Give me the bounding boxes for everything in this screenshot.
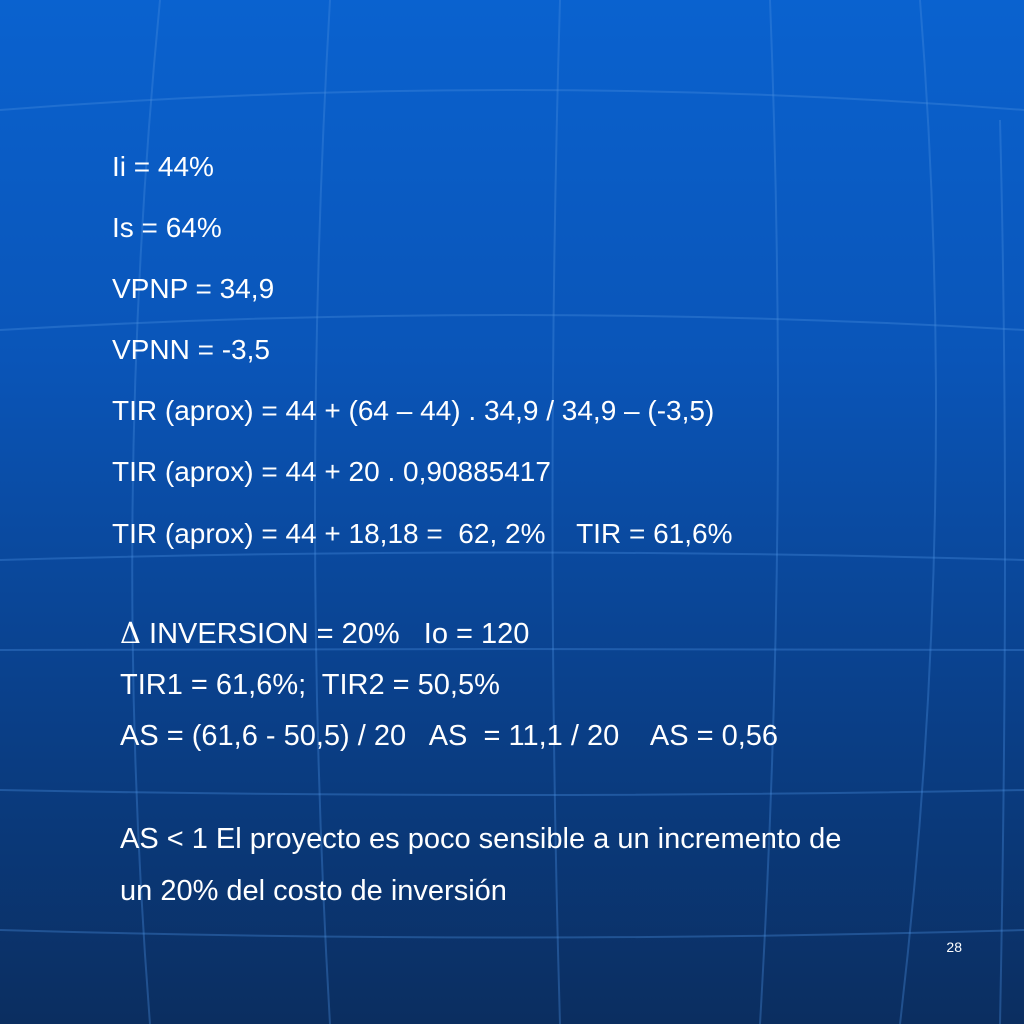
text-tir-result: TIR (aprox) = 44 + 18,18 = 62, 2% TIR = 61,6% [112,518,733,549]
text-as-calc: AS = (61,6 - 50,5) / 20 AS = 11,1 / 20 AS = 0,56 [120,720,779,752]
text-tir-values: TIR1 = 61,6%; TIR2 = 50,5% [120,669,500,701]
text-vpnp: VPNP = 34,9 [112,273,275,304]
text-conclusion-2: un 20% del costo de inversión [120,875,507,907]
text-conclusion-1: AS < 1 El proyecto es poco sensible a un incremento de [120,823,842,855]
text-vpnn: VPNN = -3,5 [112,334,270,365]
text-inversion [120,616,529,651]
text-is: Is = 64% [112,212,222,243]
delta-symbol: Δ [120,616,141,650]
text-tir-step: TIR (aprox) = 44 + 20 . 0,90885417 [112,456,551,487]
page-number: 28 [946,939,962,955]
text-tir-formula: TIR (aprox) = 44 + (64 – 44) . 34,9 / 34,9 – (-3,5) [112,395,715,426]
text-inversion-label: INVERSION = 20% Io = 120 [140,618,530,650]
text-ii: Ii = 44% [112,151,214,182]
